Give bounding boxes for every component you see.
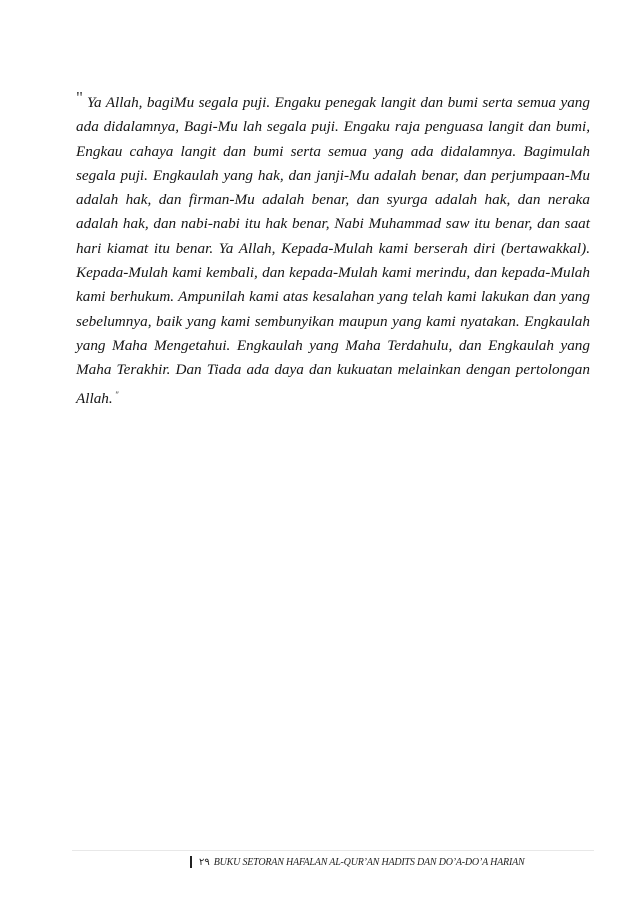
prayer-text: Ya Allah, bagiMu segala puji. Engaku penegak langit dan bumi serta semua yang ada didalamnya, Bagi-Mu lah segala puji. Engaku raja penguasa langit dan bumi, Engkau cahaya langit dan bumi serta semua yang ada didalamnya. Bagimulah segala puji. Engkaulah yang hak, dan janji-Mu adalah benar, dan perjumpaan-Mu adalah hak, dan firman-Mu adalah benar, dan syurga adalah hak, dan neraka adalah hak, dan nabi-nabi itu hak benar, Nabi Muhammad saw itu benar, dan saat hari kiamat itu benar. Ya Allah, Kepada-Mulah kami berserah diri (bertawakkal). Kepada-Mulah kami kembali, dan kepada-Mulah kami merindu, dan kepada-Mulah kami berhukum. Ampunilah kami atas kesalahan yang telah kami lakukan dan yang sebelumnya, baik yang kami sembunyikan maupun yang kami nyatakan. Engkaulah yang Maha Mengetahui. Engkaulah yang Maha Terdahulu, dan Engkaulah yang Maha Terakhir. Dan Tiada ada daya dan kukuatan melainkan dengan pertolongan Allah.	[76, 94, 590, 407]
footer-divider	[72, 850, 594, 851]
closing-quote-mark: "	[114, 389, 119, 400]
prayer-paragraph	[76, 86, 590, 411]
page-footer	[190, 854, 594, 870]
opening-quote-mark: "	[76, 88, 83, 107]
book-title: BUKU SETORAN HAFALAN AL-QUR’AN HADITS DAN DO’A-DO’A HARIAN	[213, 856, 525, 868]
page-number: ٢٩	[199, 856, 210, 868]
footer-separator-bar	[190, 856, 192, 868]
